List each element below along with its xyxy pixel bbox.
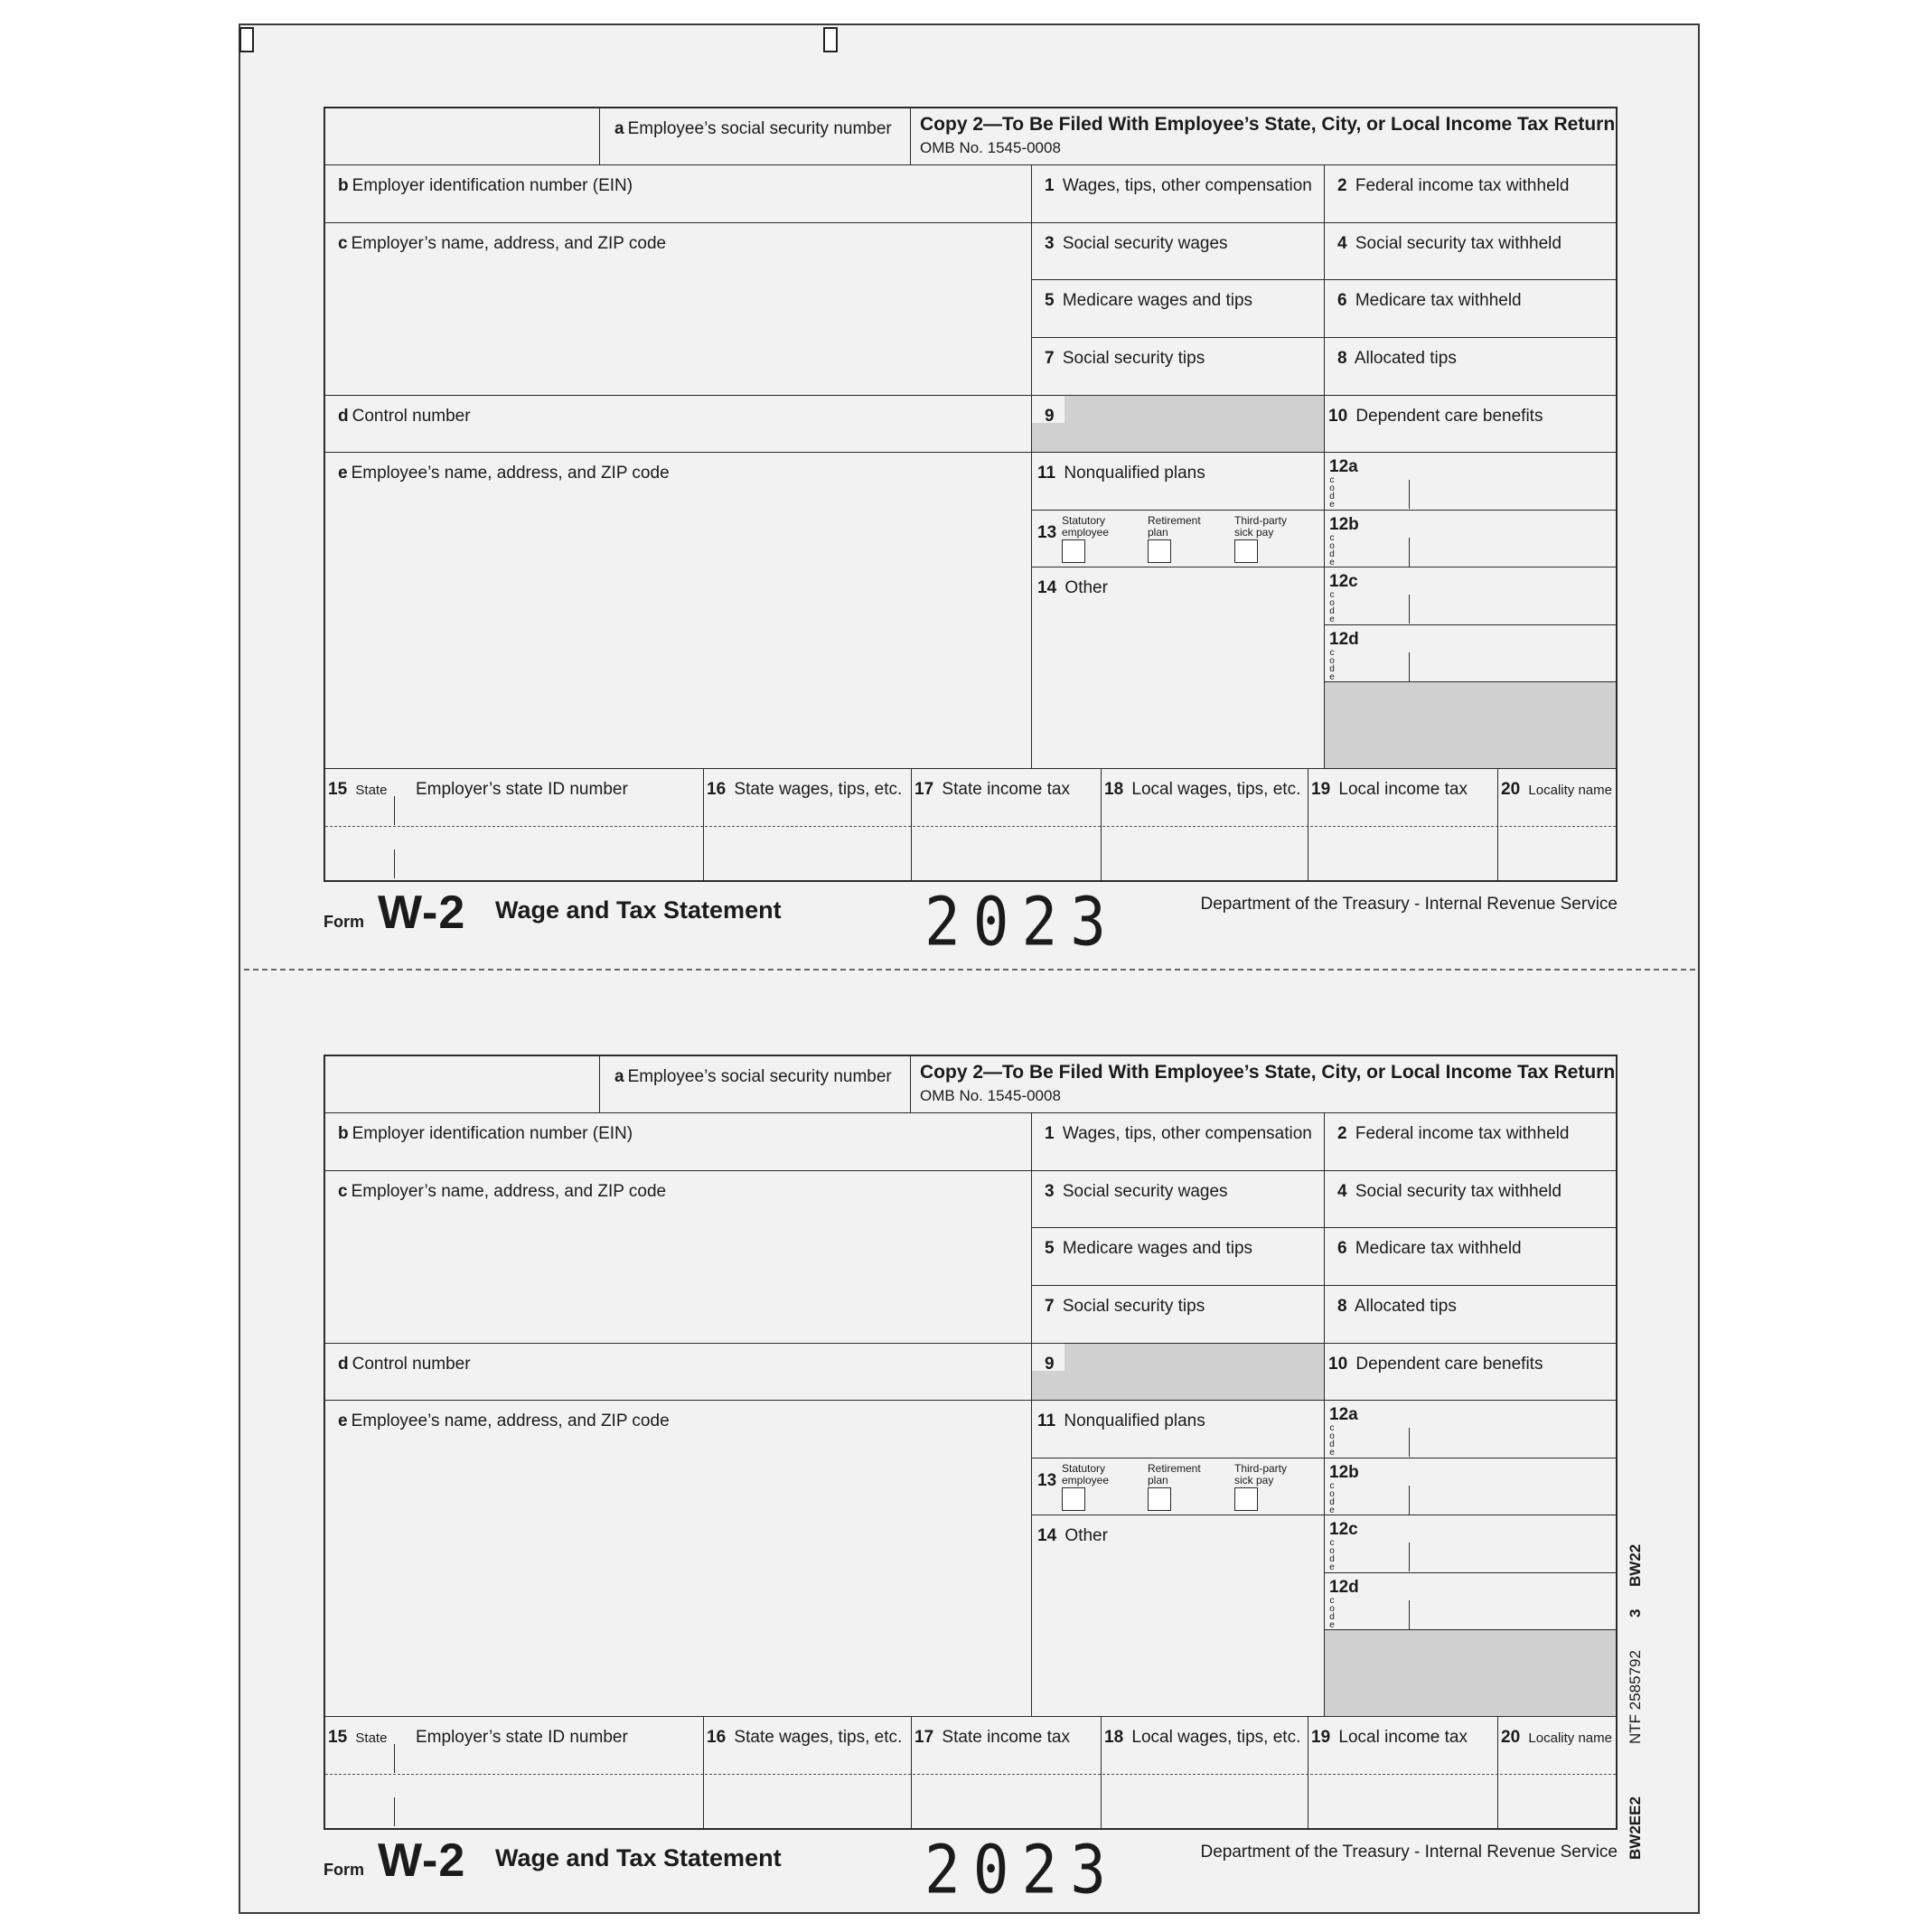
box-7[interactable]: 7 Social security tips <box>1032 338 1325 396</box>
shaded-area <box>1325 1630 1616 1717</box>
side-code-bw2ee2: BW2EE2 <box>1627 1796 1644 1860</box>
tax-year: 2023 <box>924 883 1119 961</box>
box-8[interactable]: 8 Allocated tips <box>1325 338 1616 396</box>
form-number: W-2 <box>378 1834 466 1887</box>
box-9: 9 <box>1032 1344 1325 1401</box>
form-title: Wage and Tax Statement <box>495 896 782 924</box>
statutory-label: Statutory employee <box>1062 514 1110 539</box>
box-12a[interactable]: 12a c o d e <box>1325 453 1616 511</box>
retirement-checkbox[interactable] <box>1148 1487 1171 1511</box>
box-12d[interactable]: 12d c o d e <box>1325 1573 1616 1630</box>
box-6[interactable]: 6 Medicare tax withheld <box>1325 1228 1616 1286</box>
box-e-employee[interactable]: e Employee’s name, address, and ZIP code <box>325 453 1032 769</box>
tax-year: 2023 <box>924 1831 1119 1909</box>
box-a-ssn[interactable]: a Employee’s social security number <box>600 108 911 165</box>
box-16[interactable]: 16 State wages, tips, etc. <box>707 1728 903 1747</box>
box-d-control[interactable]: d Control number <box>325 1344 1032 1401</box>
box-13: 13 Statutory employee Retirement plan Third-party sick pay <box>1032 511 1325 567</box>
code-label: c o d e <box>1329 648 1335 682</box>
box-6[interactable]: 6 Medicare tax withheld <box>1325 280 1616 338</box>
department-label: Department of the Treasury - Internal Revenue Service <box>1200 895 1618 914</box>
side-code-3: 3 <box>1627 1608 1644 1618</box>
code-label: c o d e <box>1329 1481 1335 1515</box>
box-a-ssn[interactable]: a Employee’s social security number <box>600 1056 911 1113</box>
copy-header: Copy 2—To Be Filed With Employee’s State, City, or Local Income Tax Return OMB No. 1545-0008 <box>911 108 1616 165</box>
box-2[interactable]: 2 Federal income tax withheld <box>1325 1113 1616 1171</box>
box-11[interactable]: 11 Nonqualified plans <box>1032 453 1325 511</box>
box-12c[interactable]: 12c c o d e <box>1325 567 1616 625</box>
footer-form-label: Form <box>324 1861 364 1879</box>
box-20[interactable]: 20 Locality name <box>1501 780 1612 799</box>
box-14[interactable]: 14 Other <box>1032 567 1325 769</box>
w2-grid <box>324 107 1618 882</box>
box-12a[interactable]: 12a c o d e <box>1325 1401 1616 1458</box>
box-7[interactable]: 7 Social security tips <box>1032 1286 1325 1344</box>
box-18[interactable]: 18 Local wages, tips, etc. <box>1104 1728 1301 1747</box>
box-10[interactable]: 10 Dependent care benefits <box>1325 396 1616 453</box>
box-d-control[interactable]: d Control number <box>325 396 1032 453</box>
code-label: c o d e <box>1329 533 1335 567</box>
footer-form-label: Form <box>324 913 364 931</box>
statutory-label: Statutory employee <box>1062 1462 1110 1487</box>
perforation-line <box>244 969 1695 971</box>
box-4[interactable]: 4 Social security tax withheld <box>1325 223 1616 280</box>
box-16[interactable]: 16 State wages, tips, etc. <box>707 780 903 799</box>
box-11[interactable]: 11 Nonqualified plans <box>1032 1401 1325 1458</box>
statutory-checkbox[interactable] <box>1062 1487 1085 1511</box>
box-c-employer[interactable]: c Employer’s name, address, and ZIP code <box>325 223 1032 396</box>
box-4[interactable]: 4 Social security tax withheld <box>1325 1171 1616 1228</box>
box-18[interactable]: 18 Local wages, tips, etc. <box>1104 780 1301 799</box>
box-17[interactable]: 17 State income tax <box>914 780 1070 799</box>
box-c-employer[interactable]: c Employer’s name, address, and ZIP code <box>325 1171 1032 1344</box>
third-party-checkbox[interactable] <box>1234 539 1258 563</box>
state-row-divider <box>325 1774 1616 1775</box>
form-footer <box>324 1831 1618 1909</box>
box-12b[interactable]: 12b c o d e <box>1325 1458 1616 1515</box>
code-label: c o d e <box>1329 590 1335 624</box>
code-label: c o d e <box>1329 475 1335 510</box>
registration-mark <box>239 27 254 52</box>
box-19[interactable]: 19 Local income tax <box>1311 1728 1468 1747</box>
department-label: Department of the Treasury - Internal Revenue Service <box>1200 1843 1618 1862</box>
box-12c[interactable]: 12c c o d e <box>1325 1515 1616 1573</box>
box-10[interactable]: 10 Dependent care benefits <box>1325 1344 1616 1401</box>
retirement-label: Retirement plan <box>1148 1462 1201 1487</box>
registration-mark <box>823 27 838 52</box>
box-8[interactable]: 8 Allocated tips <box>1325 1286 1616 1344</box>
side-code-ntf: NTF 2585792 <box>1627 1650 1644 1744</box>
box-12d[interactable]: 12d c o d e <box>1325 625 1616 682</box>
form-title: Wage and Tax Statement <box>495 1844 782 1871</box>
box-15[interactable]: 15 State Employer’s state ID number <box>325 769 703 824</box>
box-5[interactable]: 5 Medicare wages and tips <box>1032 1228 1325 1286</box>
box-e-employee[interactable]: e Employee’s name, address, and ZIP code <box>325 1401 1032 1717</box>
blank-cell <box>325 108 600 165</box>
shaded-area <box>1325 682 1616 769</box>
box-3[interactable]: 3 Social security wages <box>1032 223 1325 280</box>
w2-form-bottom <box>324 1055 1618 1909</box>
code-label: c o d e <box>1329 1538 1335 1572</box>
box-5[interactable]: 5 Medicare wages and tips <box>1032 280 1325 338</box>
third-party-checkbox[interactable] <box>1234 1487 1258 1511</box>
form-number: W-2 <box>378 886 466 939</box>
blank-cell <box>325 1056 600 1113</box>
box-19[interactable]: 19 Local income tax <box>1311 780 1468 799</box>
third-party-label: Third-party sick pay <box>1234 514 1288 539</box>
box-14[interactable]: 14 Other <box>1032 1515 1325 1717</box>
box-2[interactable]: 2 Federal income tax withheld <box>1325 165 1616 223</box>
box-15[interactable]: 15 State Employer’s state ID number <box>325 1717 703 1772</box>
w2-form-top <box>324 107 1618 961</box>
box-3[interactable]: 3 Social security wages <box>1032 1171 1325 1228</box>
copy-header: Copy 2—To Be Filed With Employee’s State, City, or Local Income Tax Return OMB No. 1545-0008 <box>911 1056 1616 1113</box>
retirement-label: Retirement plan <box>1148 514 1201 539</box>
code-label: c o d e <box>1329 1596 1335 1630</box>
retirement-checkbox[interactable] <box>1148 539 1171 563</box>
box-b-ein[interactable]: b Employer identification number (EIN) <box>325 165 1032 223</box>
third-party-label: Third-party sick pay <box>1234 1462 1288 1487</box>
state-row-divider <box>325 826 1616 827</box>
side-code-bw22: BW22 <box>1627 1543 1644 1587</box>
form-footer <box>324 883 1618 961</box>
box-1[interactable]: 1 Wages, tips, other compensation <box>1032 1113 1325 1171</box>
box-1[interactable]: 1 Wages, tips, other compensation <box>1032 165 1325 223</box>
box-12b[interactable]: 12b c o d e <box>1325 511 1616 567</box>
box-b-ein[interactable]: b Employer identification number (EIN) <box>325 1113 1032 1171</box>
code-label: c o d e <box>1329 1423 1335 1458</box>
statutory-checkbox[interactable] <box>1062 539 1085 563</box>
box-17[interactable]: 17 State income tax <box>914 1728 1070 1747</box>
box-20[interactable]: 20 Locality name <box>1501 1728 1612 1747</box>
box-9: 9 <box>1032 396 1325 453</box>
box-13: 13 Statutory employee Retirement plan Third-party sick pay <box>1032 1458 1325 1515</box>
w2-grid <box>324 1055 1618 1830</box>
